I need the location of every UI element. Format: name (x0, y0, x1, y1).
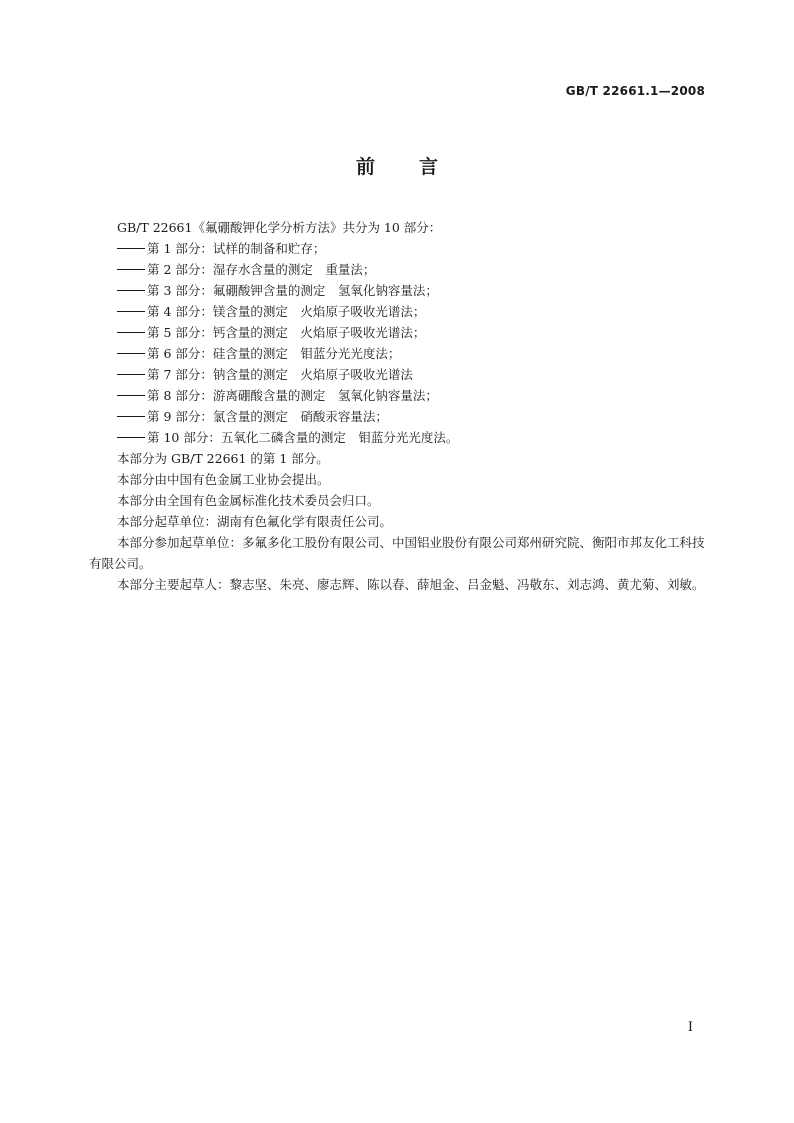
centralized-by-statement: 本部分由全国有色金属标准化技术委员会归口。 (117, 493, 380, 508)
intro-paragraph: GB/T 22661《氟硼酸钾化学分析方法》共分为 10 部分： (117, 220, 442, 235)
part-item-2: 第 2 部分：湿存水含量的测定 重量法； (89, 259, 707, 280)
dash-mark (117, 290, 145, 291)
proposed-by-statement: 本部分由中国有色金属工业协会提出。 (117, 472, 330, 487)
participating-units-statement: 本部分参加起草单位：多氟多化工股份有限公司、中国铝业股份有限公司郑州研究院、衡阳市邦友化工科技有限公司。 (89, 535, 705, 571)
part-of-statement: 本部分为 GB/T 22661 的第 1 部分。 (117, 451, 329, 466)
drafters-statement: 本部分主要起草人：黎志坚、朱亮、廖志辉、陈以春、薛旭金、吕金魁、冯敬东、刘志鸿、黄尤菊、刘敏。 (117, 577, 705, 592)
part-item-3: 第 3 部分：氟硼酸钾含量的测定 氢氧化钠容量法； (89, 280, 707, 301)
dash-mark (117, 395, 145, 396)
part-item-4: 第 4 部分：镁含量的测定 火焰原子吸收光谱法； (89, 301, 707, 322)
part-item-7: 第 7 部分：钠含量的测定 火焰原子吸收光谱法 (89, 364, 707, 385)
part-item-10: 第 10 部分：五氧化二磷含量的测定 钼蓝分光光度法。 (89, 427, 707, 448)
foreword-body (89, 217, 707, 595)
title-char-1: 前 (355, 156, 375, 178)
page-number: I (687, 1020, 693, 1035)
part-item-5: 第 5 部分：钙含量的测定 火焰原子吸收光谱法； (89, 322, 707, 343)
dash-mark (117, 416, 145, 417)
part-item-9: 第 9 部分：氯含量的测定 硝酸汞容量法； (89, 406, 707, 427)
dash-mark (117, 353, 145, 354)
page-title (0, 152, 794, 179)
dash-mark (117, 332, 145, 333)
standard-code: GB/T 22661.1—2008 (565, 84, 705, 98)
drafting-unit-statement: 本部分起草单位：湖南有色氟化学有限责任公司。 (117, 514, 393, 529)
part-item-1: 第 1 部分：试样的制备和贮存； (89, 238, 707, 259)
dash-mark (117, 374, 145, 375)
dash-mark (117, 269, 145, 270)
part-item-6: 第 6 部分：硅含量的测定 钼蓝分光光度法； (89, 343, 707, 364)
dash-mark (117, 437, 145, 438)
dash-mark (117, 311, 145, 312)
title-char-2: 言 (419, 156, 439, 178)
part-item-8: 第 8 部分：游离硼酸含量的测定 氢氧化钠容量法； (89, 385, 707, 406)
dash-mark (117, 248, 145, 249)
